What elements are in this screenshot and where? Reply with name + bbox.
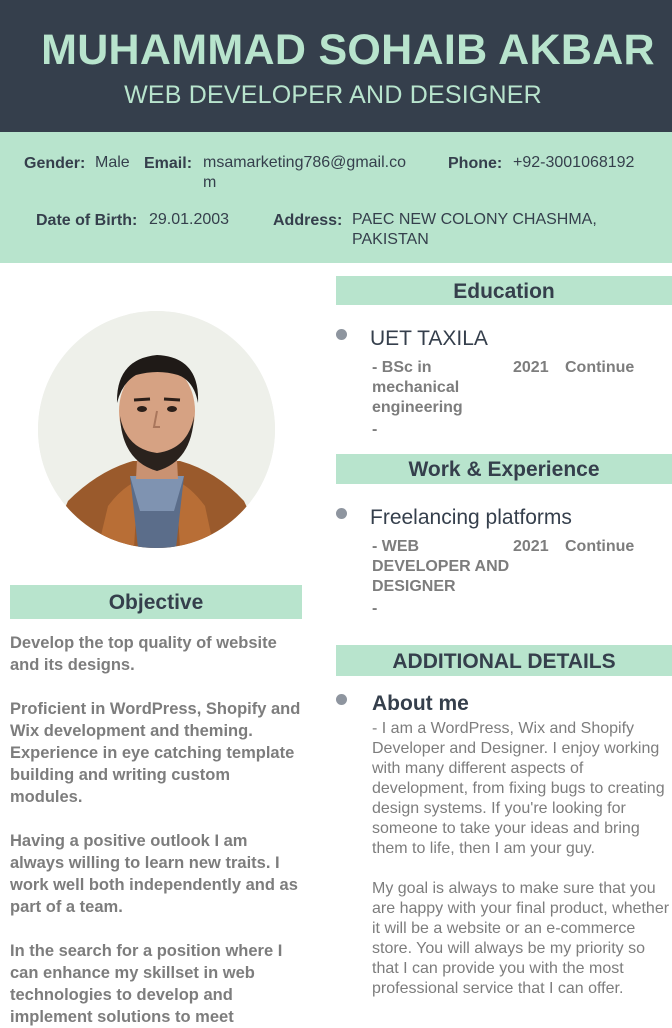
- objective-paragraph: Develop the top quality of website and its designs.: [10, 634, 277, 674]
- gender-value: Male: [95, 154, 130, 171]
- about-me-title: About me: [372, 692, 469, 715]
- address-label: Address:: [273, 212, 343, 229]
- bullet-icon: [336, 508, 347, 519]
- email-value[interactable]: msamarketing786@gmail.com: [203, 154, 406, 191]
- work-note: -: [372, 600, 378, 617]
- objective-paragraph: In the search for a position where I can enhance my skillset in web technologies to develop and implement solutions to meet: [10, 942, 283, 1026]
- bullet-icon: [336, 329, 347, 340]
- job-title: WEB DEVELOPER AND DESIGNER: [124, 81, 542, 109]
- resume-header: [0, 0, 672, 132]
- education-institution: UET TAXILA: [370, 327, 488, 350]
- work-year: 2021: [513, 538, 549, 555]
- profile-photo: [38, 311, 275, 548]
- additional-heading: ADDITIONAL DETAILS: [336, 645, 672, 676]
- work-role: - WEB DEVELOPER AND DESIGNER: [372, 538, 510, 595]
- education-degree: - BSc in mechanical engineering: [372, 359, 463, 416]
- gender-label: Gender:: [24, 155, 86, 172]
- objective-heading: Objective: [10, 585, 302, 619]
- objective-paragraph: Proficient in WordPress, Shopify and Wix development and theming. Experience in eye catching template building and writing custom modules.: [10, 700, 301, 806]
- about-me-text: [372, 719, 672, 1019]
- person-name: MUHAMMAD SOHAIB AKBAR: [41, 26, 655, 74]
- address-value: PAEC NEW COLONY CHASHMA, PAKISTAN: [352, 211, 597, 248]
- phone-value[interactable]: +92-3001068192: [513, 154, 635, 171]
- profile-portrait-icon: [38, 311, 275, 548]
- email-label: Email:: [144, 155, 193, 172]
- about-paragraph: My goal is always to make sure that you are happy with your final product, whether it will be a website or an e-commerce store. You will always be my priority so that I can provide you with the most professional service that I can offer.: [372, 880, 670, 997]
- work-heading: Work & Experience: [336, 454, 672, 484]
- objective-text: [10, 632, 302, 1028]
- education-year: 2021: [513, 359, 549, 376]
- bullet-icon: [336, 694, 347, 705]
- education-heading: Education: [336, 276, 672, 305]
- education-status: Continue: [565, 359, 635, 376]
- about-paragraph: - I am a WordPress, Wix and Shopify Developer and Designer. I enjoy working with many different aspects of development, from fixing bugs to creating design systems. If you're looking for someone to take your ideas and bring them to life, then I am your guy.: [372, 720, 665, 857]
- dob-value: 29.01.2003: [149, 211, 230, 228]
- education-note: -: [372, 421, 378, 438]
- personal-info: [0, 132, 672, 263]
- work-employer: Freelancing platforms: [370, 506, 572, 529]
- work-status: Continue: [565, 538, 635, 555]
- dob-label: Date of Birth:: [36, 212, 138, 229]
- objective-paragraph: Having a positive outlook I am always willing to learn new traits. I work well both independently and as part of a team.: [10, 832, 298, 916]
- phone-label: Phone:: [448, 155, 503, 172]
